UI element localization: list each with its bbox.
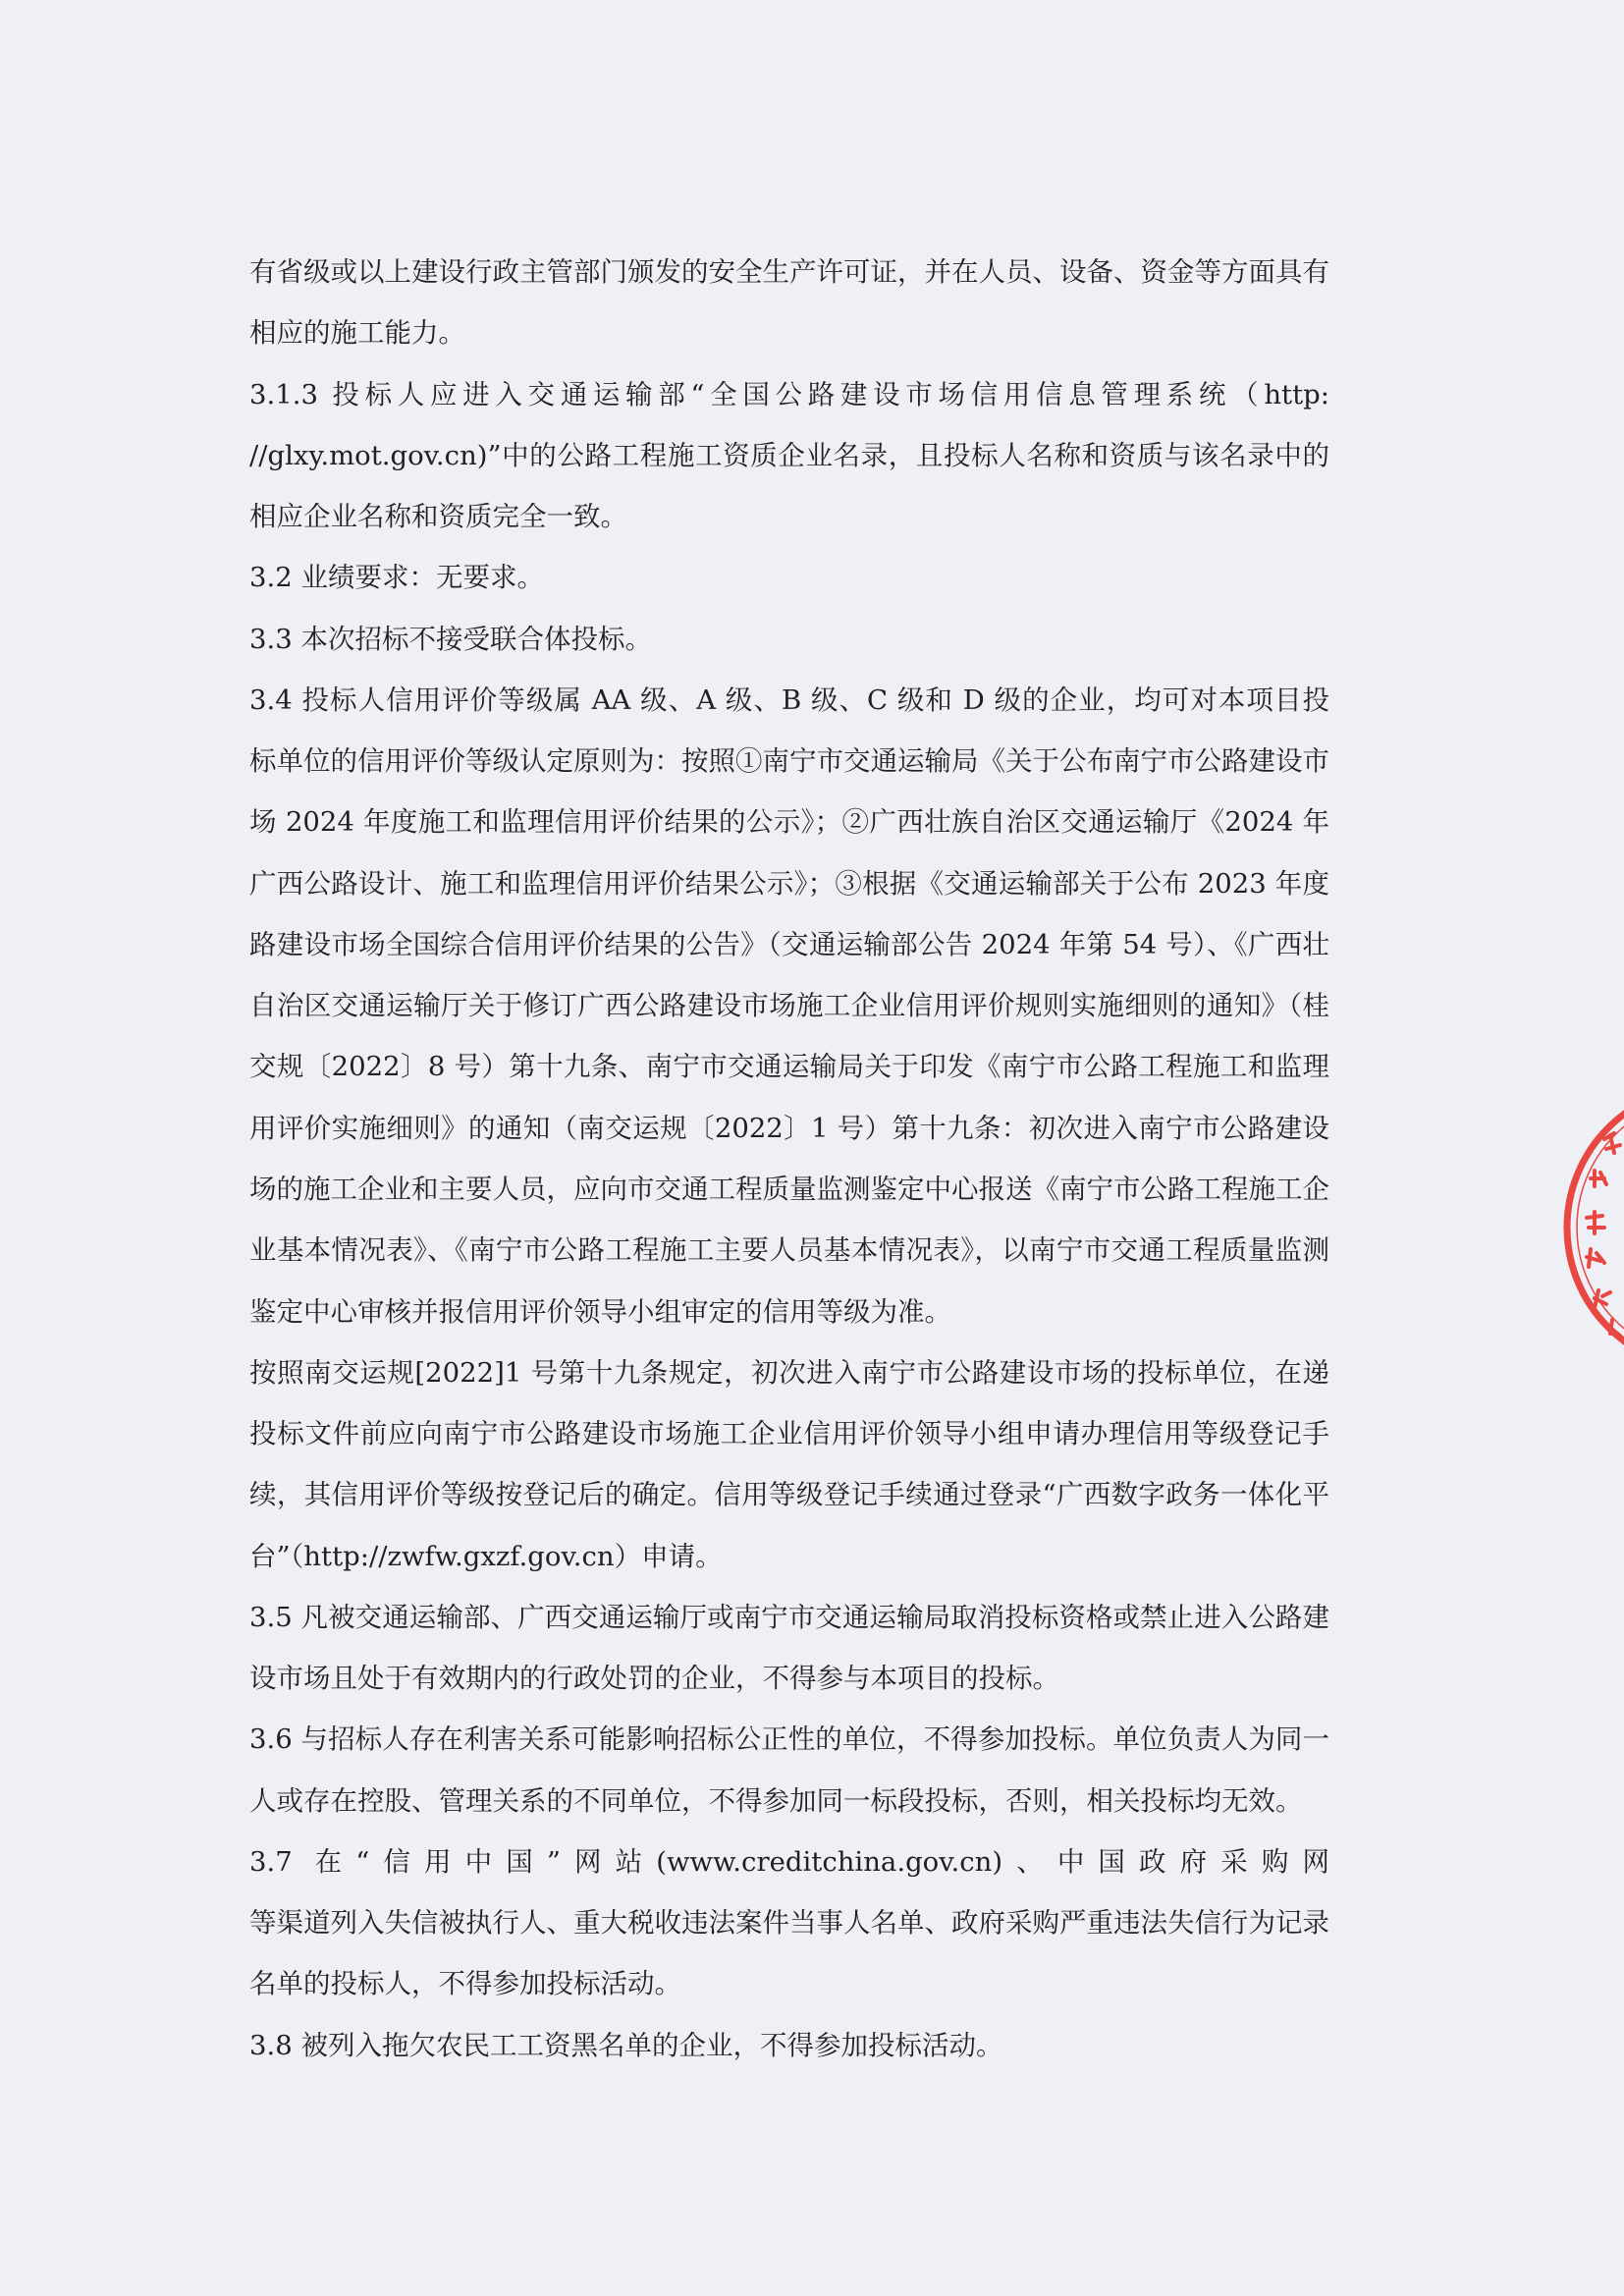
text-line: 标单位的信用评价等级认定原则为：按照①南宁市交通运输局《关于公布南宁市公路建设市 [249,745,1329,778]
text-line: 人或存在控股、管理关系的不同单位，不得参加同一标段投标，否则，相关投标均无效。 [249,1784,1303,1817]
text-line: 续，其信用评价等级按登记后的确定。信用等级登记手续通过登录“广西数字政务一体化平 [249,1479,1329,1511]
text-line: 场 2024 年度施工和监理信用评价结果的公示》；②广西壮族自治区交通运输厅《2024 年 [249,806,1329,839]
text-line: 3.2 业绩要求：无要求。 [249,562,544,594]
paragraph-3-5 [249,1587,1329,1710]
text-line: 用评价实施细则》的通知（南交运规〔2022〕1 号）第十九条：初次进入南宁市公路建设 [249,1112,1329,1144]
paragraph-3-7 [249,1831,1329,2015]
text-line: 相应企业名称和资质完全一致。 [249,501,627,533]
text-line: 相应的施工能力。 [249,317,465,350]
text-line: 投标文件前应向南宁市公路建设市场施工企业信用评价领导小组申请办理信用等级登记手 [249,1418,1329,1450]
paragraph-3-6 [249,1709,1329,1831]
text-line: 3.1.3 投标人应进入交通运输部“全国公路建设市场信用信息管理系统（http: [249,378,1329,410]
text-line: 3.3 本次招标不接受联合体投标。 [249,623,652,655]
text-line: 鉴定中心审核并报信用评价领导小组审定的信用等级为准。 [249,1295,951,1328]
paragraph-3-3 [249,609,1329,670]
text-line: 等渠道列入失信被执行人、重大税收违法案件当事人名单、政府采购严重违法失信行为记录 [249,1907,1329,1940]
text-line: 广西公路设计、施工和监理信用评价结果公示》；③根据《交通运输部关于公布 2023 年度 [249,867,1329,900]
text-line: 3.5 凡被交通运输部、广西交通运输厅或南宁市交通运输局取消投标资格或禁止进入公路建 [249,1601,1329,1633]
text-line: 3.8 被列入拖欠农民工工资黑名单的企业，不得参加投标活动。 [249,2029,1003,2061]
partial-red-seal-icon [1561,1080,1624,1375]
paragraph-3-2 [249,547,1329,608]
text-line: 路建设市场全国综合信用评价结果的公告》（交通运输部公告 2024 年第 54 号）、《广西壮 [249,928,1329,960]
document-body [249,242,1329,2076]
text-line: 台”（http://zwfw.gxzf.gov.cn）申请。 [249,1540,723,1572]
text-line: 设市场且处于有效期内的行政处罚的企业，不得参与本项目的投标。 [249,1663,1059,1695]
text-line: 3.4 投标人信用评价等级属 AA 级、A 级、B 级、C 级和 D 级的企业，均可对本项目投 [249,683,1329,716]
paragraph-3-1-3 [249,364,1329,548]
paragraph-registration-note [249,1342,1329,1587]
text-line: 场的施工企业和主要人员，应向市交通工程质量监测鉴定中心报送《南宁市公路工程施工企 [249,1173,1329,1205]
text-line: //glxy.mot.gov.cn)”中的公路工程施工资质企业名录，且投标人名称和资质与该名录中的 [249,439,1329,471]
text-line: 3.7 在“信用中国”网站(www.creditchina.gov.cn)、中国政府采购网 [249,1845,1329,1878]
text-line: 按照南交运规[2022]1 号第十九条规定，初次进入南宁市公路建设市场的投标单位，在递 [249,1356,1329,1389]
text-line: 业基本情况表》、《南宁市公路工程施工主要人员基本情况表》，以南宁市交通工程质量监测 [249,1234,1329,1267]
text-line: 交规〔2022〕8 号）第十九条、南宁市交通运输局关于印发《南宁市公路工程施工和监理 [249,1051,1329,1083]
paragraph-3-4 [249,670,1329,1342]
text-line: 3.6 与招标人存在利害关系可能影响招标公正性的单位，不得参加投标。单位负责人为同一 [249,1723,1329,1756]
text-line: 有省级或以上建设行政主管部门颁发的安全生产许可证，并在人员、设备、资金等方面具有 [249,256,1329,288]
paragraph-3-1-2-continuation [249,242,1329,364]
paragraph-3-8 [249,2015,1329,2076]
text-line: 名单的投标人，不得参加投标活动。 [249,1968,681,2000]
text-line: 自治区交通运输厅关于修订广西公路建设市场施工企业信用评价规则实施细则的通知》（桂 [249,990,1329,1022]
